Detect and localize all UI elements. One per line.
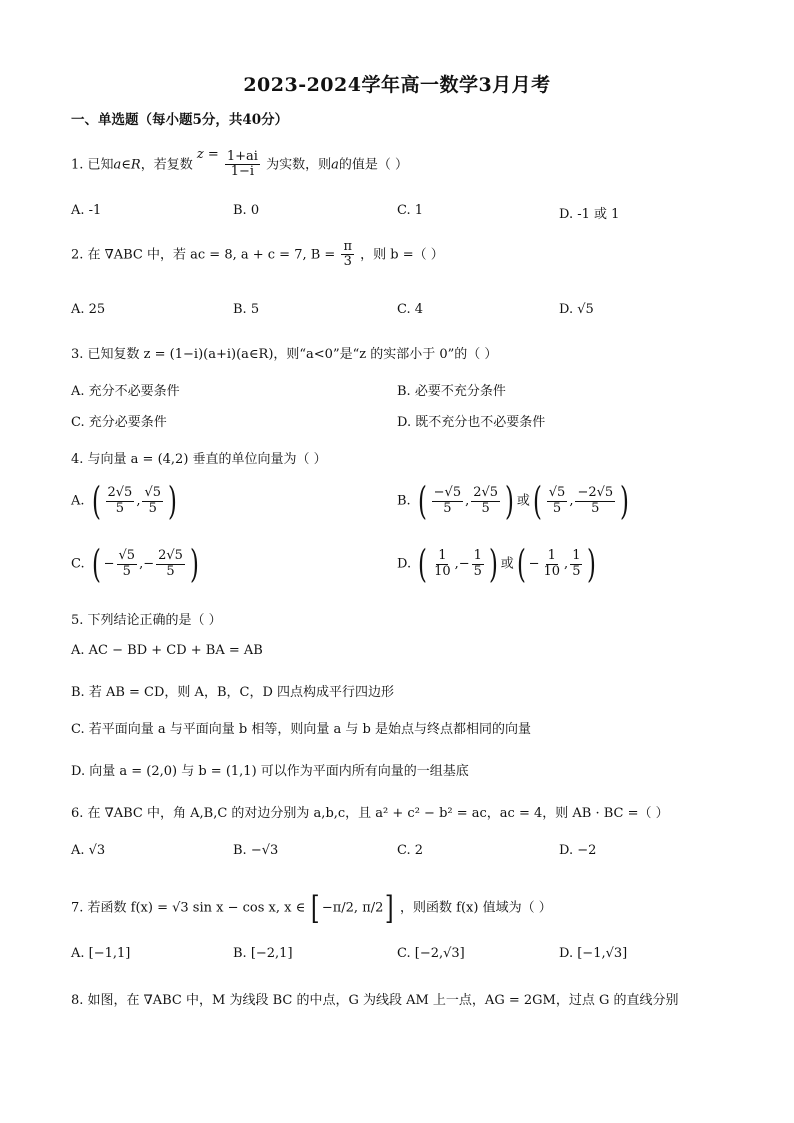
q4-a-label: A. xyxy=(71,493,85,509)
q4-b1-x-den: 5 xyxy=(443,500,452,516)
q7-prefix: 7. 若函数 f(x) = √3 sin x − cos x, x ∈ xyxy=(71,900,306,916)
q4-a-x-den: 5 xyxy=(115,500,125,516)
q4-c-y-den: 5 xyxy=(166,563,175,579)
q4-d1-y-den: 5 xyxy=(473,563,482,579)
question-4: 4. 与向量 a = (4,2) 垂直的单位向量为（ ） xyxy=(71,452,327,467)
q4-d-label: D. xyxy=(397,556,412,572)
question-2 xyxy=(71,240,444,270)
q2-option-a[interactable]: A. 25 xyxy=(71,302,106,317)
q4-d2-x-num: 1 xyxy=(547,548,556,564)
q2-denominator: 3 xyxy=(343,254,352,270)
q3-option-d[interactable]: D. 既不充分也不必要条件 xyxy=(397,415,546,430)
q7-option-a[interactable]: A. [−1,1] xyxy=(71,946,131,961)
q1-denominator: 1−i xyxy=(230,164,255,180)
q7-option-b[interactable]: B. [−2,1] xyxy=(233,946,293,961)
q1-prefix: 1. 已知 xyxy=(71,157,114,173)
q1-var: a xyxy=(331,157,339,173)
q4-d1-x-den: 10 xyxy=(434,563,451,579)
q5-option-d[interactable]: D. 向量 a = (2,0) 与 b = (1,1) 可以作为平面内所有向量的一组基底 xyxy=(71,764,469,779)
q4-c-label: C. xyxy=(71,556,85,572)
q2-option-b[interactable]: B. 5 xyxy=(233,302,260,317)
q1-fraction xyxy=(225,150,260,180)
q7-post: ，则函数 f(x) 值域为（ ） xyxy=(400,900,552,916)
q6-option-d[interactable]: D. −2 xyxy=(559,843,597,858)
q4-b-or: 或 xyxy=(516,493,530,509)
question-6: 6. 在 ∇ABC 中，角 A,B,C 的对边分别为 a,b,c，且 a² + c² − b² = ac，ac = 4，则 AB · BC =（ ） xyxy=(71,806,669,821)
q4-d1-y-num: 1 xyxy=(473,548,482,564)
q7-option-d[interactable]: D. [−1,√3] xyxy=(559,946,628,961)
question-7: 7. 若函数 f(x) = √3 sin x − cos x, x ∈ [ −π/2, π/2] ，则函数 f(x) 值域为（ ） xyxy=(71,889,552,927)
q4-b2-y-num: −2√5 xyxy=(577,485,614,501)
q2-post: ，则 b =（ ） xyxy=(360,247,444,263)
q4-d2-y-den: 5 xyxy=(572,563,581,579)
q4-b1-y-den: 5 xyxy=(481,500,490,516)
q5-option-a[interactable]: A. AC − BD + CD + BA = AB xyxy=(71,643,263,658)
q6-option-a[interactable]: A. √3 xyxy=(71,843,106,858)
q5-option-c[interactable]: C. 若平面向量 a 与平面向量 b 相等，则向量 a 与 b 是始点与终点都相同的向量 xyxy=(71,722,531,737)
question-8: 8. 如图，在 ∇ABC 中，M 为线段 BC 的中点，G 为线段 AM 上一点，AG = 2GM，过点 G 的直线分别 xyxy=(71,993,679,1008)
q2-option-d[interactable]: D. √5 xyxy=(559,302,594,317)
q2-prefix: 2. 在 ∇ABC 中，若 ac = 8, a + c = 7, B = xyxy=(71,247,336,263)
question-1 xyxy=(71,147,409,180)
q4-d-or: 或 xyxy=(500,556,514,572)
q4-option-c[interactable]: C. ( − $\frac{√5}{5}$ ,− $\frac{2√5}{5}$ ) xyxy=(71,542,199,586)
q4-c-y-num: 2√5 xyxy=(158,548,183,564)
q4-d2-y-num: 1 xyxy=(572,548,581,564)
q1-mid: ，若复数 xyxy=(140,157,193,173)
q1-option-d[interactable]: D. -1 或 1 xyxy=(559,207,620,222)
page-title: 2023-2024学年高一数学3月月考 xyxy=(243,74,551,96)
q4-b-label: B. xyxy=(397,493,411,509)
q2-fraction xyxy=(341,240,354,270)
q4-b1-y-num: 2√5 xyxy=(473,485,499,501)
q7-option-c[interactable]: C. [−2,√3] xyxy=(397,946,465,961)
q4-b2-x-num: √5 xyxy=(548,485,566,501)
q4-b2-y-den: 5 xyxy=(591,500,600,516)
q4-b1-x-num: −√5 xyxy=(433,485,462,501)
q1-numerator: 1+ai xyxy=(226,149,258,164)
q4-option-b[interactable]: B. ( $\frac{-√5}{5}$ , $\frac{2√5}{5}$ ) 或( $\frac{√5}{5}$ , $\frac{-2√5}{5}$ ) xyxy=(397,479,630,523)
q6-option-c[interactable]: C. 2 xyxy=(397,843,424,858)
q4-a-y-num: √5 xyxy=(144,485,162,501)
q7-interval: −π/2, π/2 xyxy=(321,900,384,916)
q4-a-x-num: 2√5 xyxy=(107,485,133,501)
q4-d1-x-num: 1 xyxy=(438,548,447,564)
q5-option-b[interactable]: B. 若 AB = CD，则 A，B，C，D 四点构成平行四边形 xyxy=(71,685,394,700)
q4-c-x-den: 5 xyxy=(122,563,131,579)
q4-option-a[interactable]: A. ( $\frac{2√5}{5}$ , $\frac{√5}{5}$ ) xyxy=(71,479,177,523)
q4-b2-x-den: 5 xyxy=(552,500,562,516)
q2-numerator: π xyxy=(343,239,353,254)
question-5: 5. 下列结论正确的是（ ） xyxy=(71,613,222,628)
q1-option-b[interactable]: B. 0 xyxy=(233,203,260,218)
q4-d2-x-den: 10 xyxy=(543,563,561,579)
q1-post: 为实数，则 xyxy=(266,157,332,173)
q2-option-c[interactable]: C. 4 xyxy=(397,302,424,317)
q1-end: 的值是（ ） xyxy=(338,157,409,173)
q4-options-row1 xyxy=(71,479,731,532)
q4-option-d[interactable]: D. ( $\frac{1}{10}$ ,− $\frac{1}{5}$ ) 或( − $\frac{1}{10}$ , $\frac{1}{5}$ ) xyxy=(397,542,597,586)
q3-option-c[interactable]: C. 充分必要条件 xyxy=(71,415,167,430)
q1-option-a[interactable]: A. -1 xyxy=(71,203,102,218)
q3-option-a[interactable]: A. 充分不必要条件 xyxy=(71,384,180,399)
q1-condition: a∈R xyxy=(113,157,141,173)
question-3: 3. 已知复数 z = (1−i)(a+i)(a∈R)，则“a<0”是“z 的实部小于 0”的（ ） xyxy=(71,347,498,362)
q1-z: z = xyxy=(196,147,219,163)
q3-option-b[interactable]: B. 必要不充分条件 xyxy=(397,384,506,399)
q4-a-y-den: 5 xyxy=(148,500,157,516)
q6-option-b[interactable]: B. −√3 xyxy=(233,843,279,858)
q4-options-row2 xyxy=(71,542,731,595)
q4-c-x-num: √5 xyxy=(118,548,136,564)
section-heading: 一、单选题（每小题5分，共40分） xyxy=(71,112,289,128)
q1-option-c[interactable]: C. 1 xyxy=(397,203,424,218)
